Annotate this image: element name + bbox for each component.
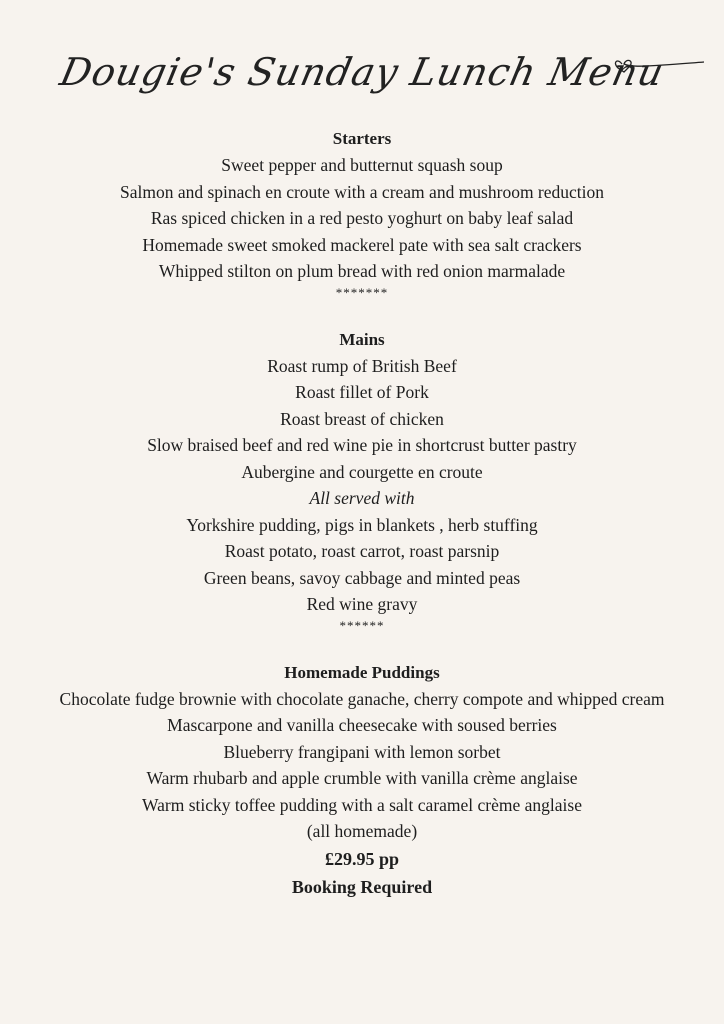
price: £29.95 pp <box>324 848 400 869</box>
menu-item: Roast fillet of Pork <box>295 382 429 402</box>
starters-heading: Starters <box>332 129 392 148</box>
menu-item: Blueberry frangipani with lemon sorbet <box>223 741 501 762</box>
menu-item: Roast breast of chicken <box>280 408 444 429</box>
side-item: Yorkshire pudding, pigs in blankets , herb stuffing <box>186 514 538 535</box>
side-item: Red wine gravy <box>306 594 418 614</box>
menu-item: Aubergine and courgette en croute <box>241 461 483 482</box>
menu-item: Slow braised beef and red wine pie in shortcrust butter pastry <box>147 435 577 455</box>
puddings-section <box>40 660 684 845</box>
menu-item: Warm rhubarb and apple crumble with vanilla crème anglaise <box>146 768 578 788</box>
menu-item: Homemade sweet smoked mackerel pate with sea salt crackers <box>142 234 582 255</box>
puddings-heading: Homemade Puddings <box>284 662 440 682</box>
starters-section <box>40 126 684 301</box>
section-separator: ****** <box>339 617 385 633</box>
side-item: Roast potato, roast carrot, roast parsnip <box>224 541 500 561</box>
booking-note: Booking Required <box>291 876 433 897</box>
heart-swash-icon <box>612 50 712 80</box>
menu-item: Mascarpone and vanilla cheesecake with soused berries <box>167 715 557 735</box>
side-item: Green beans, savoy cabbage and minted peas <box>203 567 521 588</box>
page-title: Dougie's Sunday Lunch Menu <box>55 50 669 94</box>
puddings-note: (all homemade) <box>306 821 418 841</box>
menu-item: Sweet pepper and butternut squash soup <box>221 155 503 175</box>
served-with-label: All served with <box>309 488 415 508</box>
menu-item: Salmon and spinach en croute with a cream and mushroom reduction <box>119 181 605 202</box>
menu-item: Chocolate fudge brownie with chocolate ganache, cherry compote and whipped cream <box>59 688 665 709</box>
menu-item: Roast rump of British Beef <box>267 355 457 376</box>
menu-item: Warm sticky toffee pudding with a salt caramel crème anglaise <box>142 794 582 815</box>
menu-body <box>40 126 684 901</box>
menu-item: Ras spiced chicken in a red pesto yoghurt on baby leaf salad <box>150 208 574 228</box>
mains-heading: Mains <box>339 329 385 349</box>
mains-section <box>40 327 684 634</box>
menu-item: Whipped stilton on plum bread with red onion marmalade <box>158 261 566 281</box>
section-separator: ******* <box>335 284 389 300</box>
